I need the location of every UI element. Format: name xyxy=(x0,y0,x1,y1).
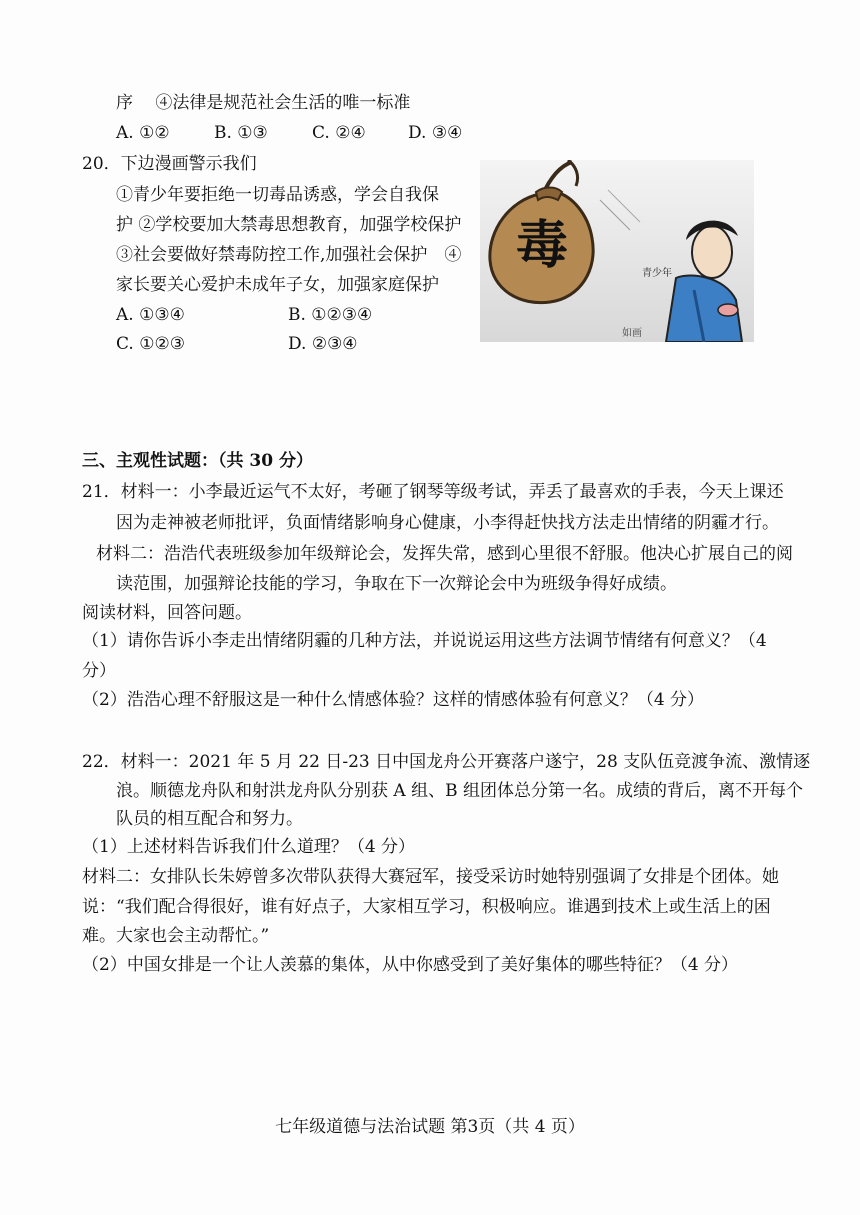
cartoon-teen-label: 青少年 xyxy=(642,268,672,279)
q22-subquestion-1: （1）上述材料告诉我们什么道理？（4 分） xyxy=(82,837,416,857)
cartoon-signature: 如画 xyxy=(622,328,642,339)
section-3-title: 三、主观性试题：（共 30 分） xyxy=(82,451,313,471)
q22-material-2-line-1: 材料二：女排队长朱婷曾多次带队获得大赛冠军，接受采访时她特别强调了女排是个团体。她 xyxy=(82,867,779,887)
page-footer: 七年级道德与法治试题 第3页（共 4 页） xyxy=(275,1117,585,1137)
q20-option-d: D. ②③④ xyxy=(288,334,358,354)
q19-option-b: B. ①③ xyxy=(214,123,268,143)
q19-statement-tail: 序 ④法律是规范社会生活的唯一标准 xyxy=(116,93,411,113)
q22-material-1-line-2: 浪。顺德龙舟队和射洪龙舟队分别获 A 组、B 组团体总分第一名。成绩的背后，离不开每个 xyxy=(116,781,803,801)
q22-material-2-line-3: 难。大家也会主动帮忙。” xyxy=(82,926,270,946)
q22-material-1-line-1: 22．材料一：2021 年 5 月 22 日-23 日中国龙舟公开赛落户遂宁，28 支队伍竞渡争流、激情逐 xyxy=(82,752,811,772)
q20-statement-1: ①青少年要拒绝一切毒品诱惑，学会自我保 xyxy=(116,185,439,205)
q22-subquestion-2: （2）中国女排是一个让人羡慕的集体，从中你感受到了美好集体的哪些特征？（4 分） xyxy=(82,955,739,975)
cartoon-bag-character: 毒 xyxy=(516,216,569,276)
q22-material-2-line-2: 说：“我们配合得很好，谁有好点子，大家相互学习，积极响应。谁遇到技术上或生活上的困 xyxy=(82,897,771,917)
q21-material-2-line-2: 读范围，加强辩论技能的学习，争取在下一次辩论会中为班级争得好成绩。 xyxy=(116,574,677,594)
q19-options xyxy=(116,122,462,144)
q21-subquestion-2: （2）浩浩心理不舒服这是一种什么情感体验？这样的情感体验有何意义？（4 分） xyxy=(82,690,705,710)
q19-option-d: D. ③④ xyxy=(408,123,463,143)
q21-prompt: 阅读材料，回答问题。 xyxy=(82,603,252,623)
q21-subquestion-1-line-2: 分） xyxy=(82,661,116,681)
q20-statement-2: 护 ②学校要加大禁毒思想教育，加强学校保护 xyxy=(116,215,462,235)
q21-material-1-line-2: 因为走神被老师批评，负面情绪影响身心健康，小李得赶快找方法走出情绪的阴霾才行。 xyxy=(116,513,779,533)
q21-material-2-line-1: 材料二：浩浩代表班级参加年级辩论会，发挥失常，感到心里很不舒服。他决心扩展自己的阅 xyxy=(96,544,793,564)
q19-option-a: A. ①② xyxy=(116,123,170,143)
q20-statement-3: ③社会要做好禁毒防控工作,加强社会保护 ④ xyxy=(116,245,462,265)
q20-option-c: C. ①②③ xyxy=(116,334,185,354)
q21-subquestion-1-line-1: （1）请你告诉小李走出情绪阴霾的几种方法，并说说运用这些方法调节情绪有何意义？（4 xyxy=(82,631,767,651)
q19-option-c: C. ②④ xyxy=(312,123,366,143)
q22-material-1-line-3: 队员的相互配合和努力。 xyxy=(116,809,303,829)
q20-option-b: B. ①②③④ xyxy=(288,305,373,325)
q20-stem: 20．下边漫画警示我们 xyxy=(82,154,257,174)
q21-material-1-line-1: 21．材料一：小李最近运气不太好，考砸了钢琴等级考试，弄丢了最喜欢的手表，今天上课还 xyxy=(82,482,784,502)
anti-drug-cartoon xyxy=(480,160,754,342)
q20-statement-4: 家长要关心爱护未成年子女，加强家庭保护 xyxy=(116,275,439,295)
q20-option-a: A. ①③④ xyxy=(116,305,185,325)
